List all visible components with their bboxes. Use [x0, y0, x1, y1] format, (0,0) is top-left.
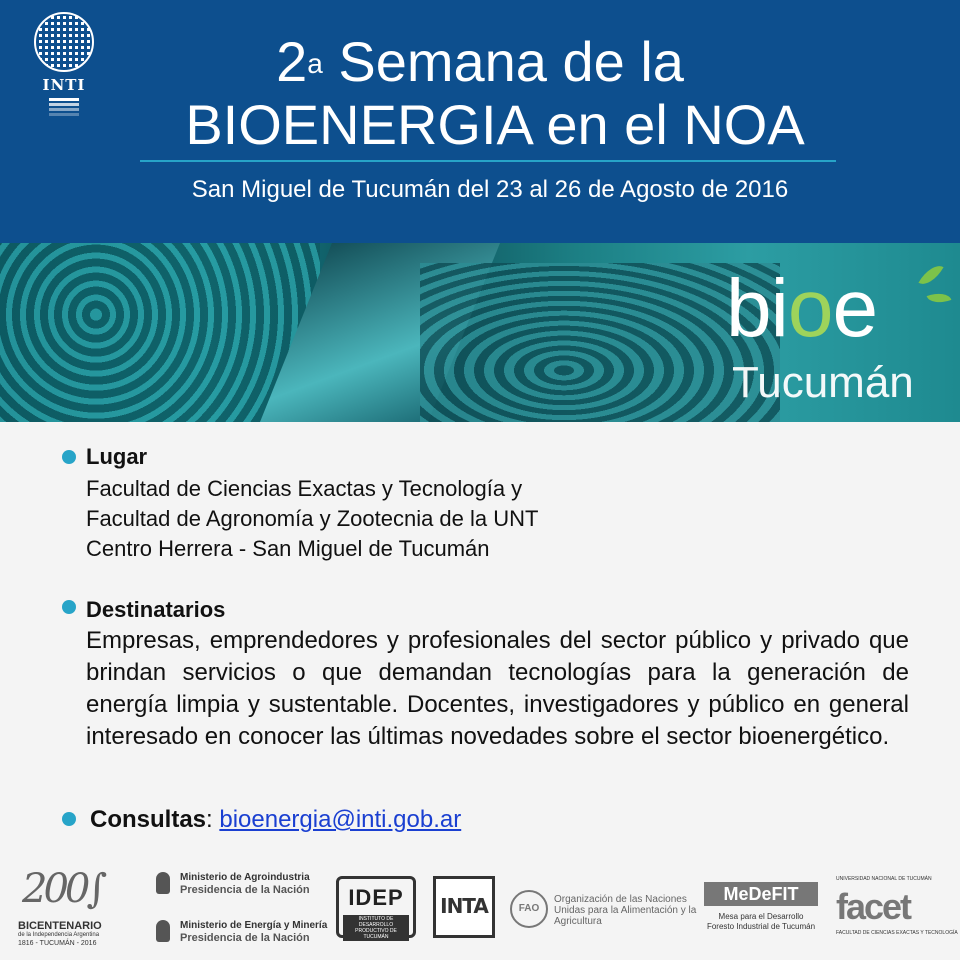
idep-logo[interactable]: IDEP INSTITUTO DE DESARROLLO PRODUCTIVO DE TUCUMÁN [336, 876, 416, 938]
consultas-label: Consultas [90, 806, 207, 833]
consultas-line: Consultas: bioenergia@inti.gob.ar [90, 806, 462, 833]
bullet-icon [62, 812, 76, 826]
section-title-destinatarios: Destinatarios [86, 597, 226, 622]
section-title-lugar: Lugar [86, 444, 148, 469]
bullet-icon [62, 450, 76, 464]
bicentenario-swirl-icon: 200∫ [22, 866, 104, 912]
fao-logo[interactable]: FAO Organización de las Naciones Unidas para la Alimentación y la Agricultura [510, 890, 700, 930]
bioe-brand: bioe [726, 263, 878, 354]
email-link[interactable]: bioenergia@inti.gob.ar [219, 806, 462, 833]
sponsor-logos [0, 862, 960, 960]
ministerio-agroindustria-logo[interactable]: Ministerio de Agroindustria Presidencia de la Nación [156, 872, 326, 898]
event-subtitle: San Miguel de Tucumán del 23 al 26 de Agosto de 2016 [191, 176, 789, 203]
inti-logo-text: INTI [42, 76, 86, 94]
inta-logo[interactable]: INTA [433, 876, 495, 938]
ministerio-energia-logo[interactable]: Ministerio de Energía y Minería Presidencia de la Nación [156, 920, 326, 946]
medefit-logo[interactable]: MeDeFIT Mesa para el Desarrollo Foresto Industrial de Tucumán [704, 882, 818, 942]
bicentenario-logo[interactable]: 200∫ BICENTENARIO de la Independencia Argentina 1816 - TUCUMÁN - 2016 [18, 866, 104, 947]
argentina-seal-icon [156, 872, 170, 894]
title-divider [140, 160, 836, 162]
lugar-line: Centro Herrera - San Miguel de Tucumán [86, 536, 490, 561]
lugar-line: Facultad de Agronomía y Zootecnia de la UNT [86, 506, 539, 531]
event-title-line1: 2$^a$ Semana de la [276, 30, 684, 93]
facet-logo[interactable]: UNIVERSIDAD NACIONAL DE TUCUMÁN facet FACULTAD DE CIENCIAS EXACTAS Y TECNOLOGÍA [836, 876, 958, 936]
header [0, 0, 960, 243]
argentina-seal-icon [156, 920, 170, 942]
bioe-city: Tucumán [732, 358, 914, 407]
lugar-line: Facultad de Ciencias Exactas y Tecnología y [86, 476, 523, 501]
destinatarios-text: Empresas, emprendedores y profesionales del sector público y privado que brindan servicios o que demandan tecnologías para la generación de energía limpia y sustentable. Docentes, investigadores y público en general interesado en conocer las últimas novedades sobre el sector bioenergético. [86, 627, 909, 750]
event-title-line2: BIOENERGIA en el NOA [185, 93, 805, 156]
bullet-icon [62, 600, 76, 614]
fao-emblem-icon: FAO [510, 890, 548, 928]
